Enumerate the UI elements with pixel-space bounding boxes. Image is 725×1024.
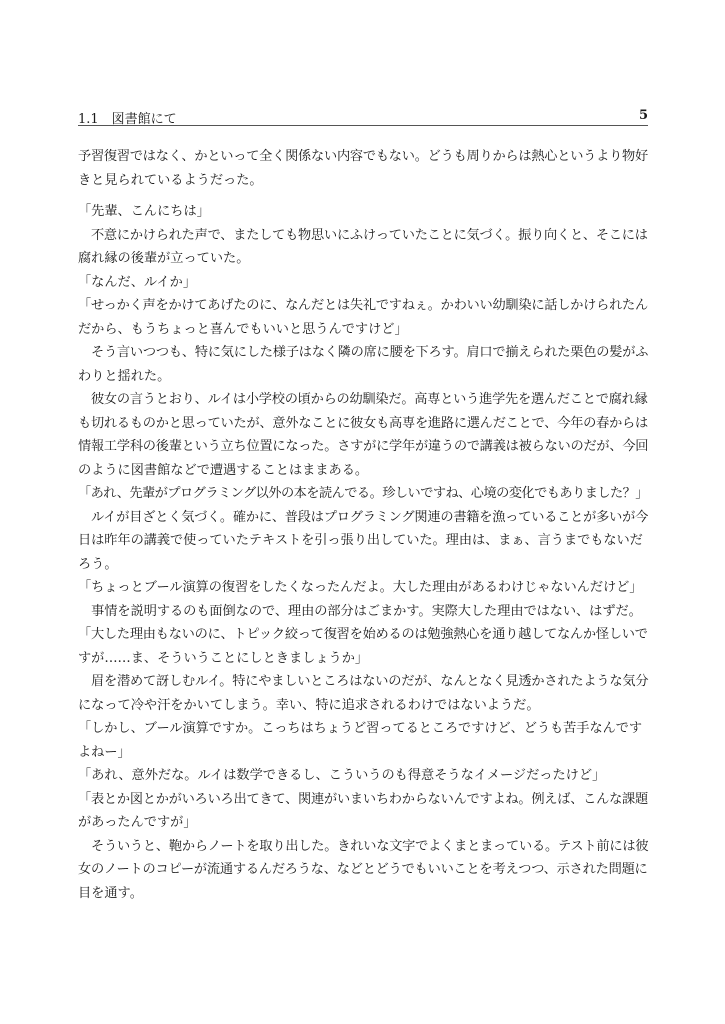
running-header xyxy=(78,107,648,126)
text-line: 日は昨年の講義で使っていたテキストを引っ張り出していた。理由は、まぁ、言うまでもないだ xyxy=(78,533,643,548)
text-line: 「ちょっとブール演算の復習をしたくなったんだよ。大した理由があるわけじゃないんだけど」 xyxy=(78,580,643,595)
text-line: のように図書館などで遭遇することはままある。 xyxy=(78,462,369,478)
text-line: 眉を潜めて訝しむルイ。特にやましいところはないのだが、なんとなく見透かされたような気分 xyxy=(78,674,649,689)
text-line: 「表とか図とかがいろいろ出てきて、関連がいまいちわからないんですよね。例えば、こんな課題 xyxy=(78,791,648,807)
text-line: わりと揺れた。 xyxy=(78,368,171,384)
text-line: すが……ま、そういうことにしときましょうか」 xyxy=(78,650,369,666)
text-line: きと見られているようだった。 xyxy=(78,172,263,188)
text-line: 「しかし、ブール演算ですか。こっちはちょうど習ってるところですけど、どうも苦手なんです xyxy=(78,721,643,736)
text-line: 「先輩、こんにちは」 xyxy=(78,204,210,219)
section-title: 1.1 図書館にて xyxy=(78,112,177,127)
text-line: 彼女の言うとおり、ルイは小学校の頃からの幼馴染だ。高専という進学先を選んだことで腐れ縁 xyxy=(78,392,648,407)
text-line: になって冷や汗をかいてしまう。幸い、特に追求されるわけではないようだ。 xyxy=(78,697,540,713)
text-line: そういうと、鞄からノートを取り出した。きれいな文字でよくまとまっている。テスト前には彼 xyxy=(78,838,649,854)
text-line: 「大した理由もないのに、トピック絞って復習を始めるのは勉強熱心を通り越してなんか怪しいで xyxy=(78,627,648,642)
text-line: ルイが目ざとく気づく。確かに、普段はプログラミング関連の書籍を漁っていることが多いが今 xyxy=(78,509,649,525)
text-line: ろう。 xyxy=(78,556,118,572)
text-line: 「あれ、意外だな。ルイは数学できるし、こういうのも得意そうなイメージだったけど」 xyxy=(78,768,606,783)
text-line: 目を通す。 xyxy=(78,885,143,901)
text-line: があったんですが」 xyxy=(78,815,197,830)
text-line: 「なんだ、ルイか」 xyxy=(78,274,197,290)
text-line: も切れるものかと思っていたが、意外なことに彼女も高専を進路に選んだことで、今年の春からは xyxy=(78,415,648,431)
text-line: だから、もうちょっと喜んでもいいと思うんですけど」 xyxy=(78,321,408,337)
text-line: 「せっかく声をかけてあげたのに、なんだとは失礼ですねぇ。かわいい幼馴染に話しかけられたん xyxy=(78,298,648,313)
text-line: そう言いつつも、特に気にした様子はなく隣の席に腰を下ろす。肩口で揃えられた栗色の髪がふ xyxy=(78,345,649,360)
text-line: 腐れ縁の後輩が立っていた。 xyxy=(78,251,250,266)
text-line: 情報工学科の後輩という立ち位置になった。さすがに学年が違うので講義は被らないのだが、今回 xyxy=(78,439,649,454)
text-line: 不意にかけられた声で、またしても物思いにふけっていたことに気づく。振り向くと、そこには xyxy=(78,227,648,243)
page-number: 5 xyxy=(638,108,648,123)
text-line: 「あれ、先輩がプログラミング以外の本を読んでる。珍しいですね、心境の変化でもありました？」 xyxy=(78,486,648,501)
paragraph-gap xyxy=(78,192,650,200)
text-line: 事情を説明するのも面倒なので、理由の部分はごまかす。実際大した理由ではない、はずだ。 xyxy=(78,603,642,619)
text-line: 女のノートのコピーが流通するんだろうな、などとどうでもいいことを考えつつ、示された問題に xyxy=(78,862,648,877)
body-text xyxy=(78,145,650,905)
text-line: よねー」 xyxy=(78,744,131,760)
text-line: 予習復習ではなく、かといって全く関係ない内容でもない。どうも周りからは熱心というより物好 xyxy=(78,149,648,164)
